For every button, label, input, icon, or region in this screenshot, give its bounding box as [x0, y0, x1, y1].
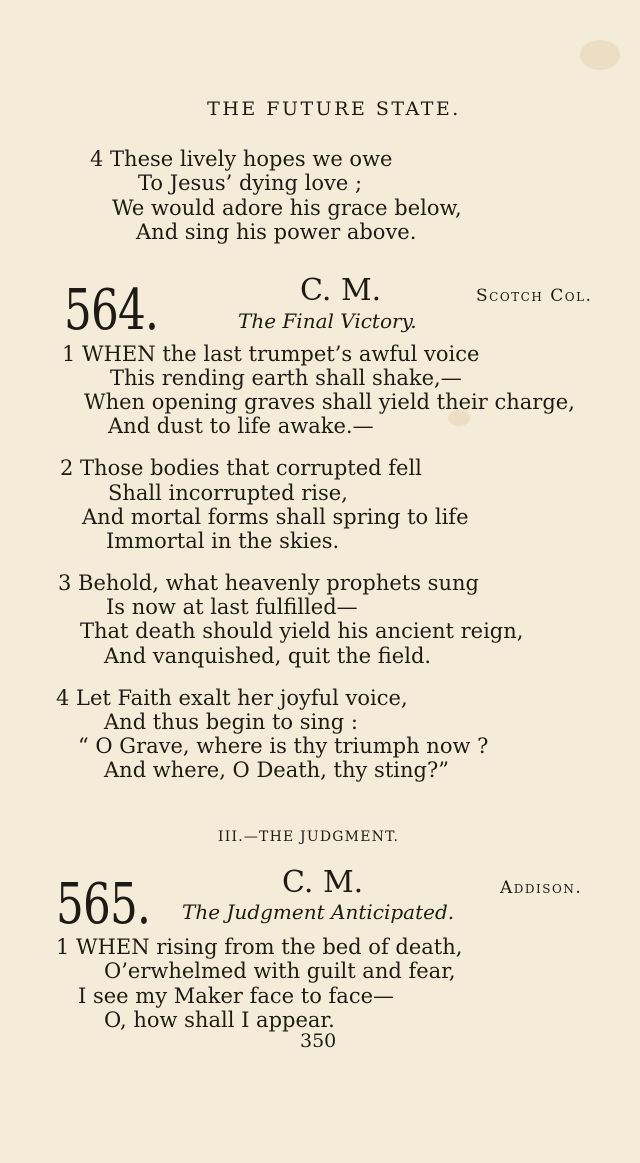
page-number: 350	[300, 1030, 337, 1052]
hymn-564-s4-line-2: And thus begin to sing :	[104, 710, 358, 734]
hymn-564-s4-line-3: “ O Grave, where is thy triumph now ?	[78, 734, 489, 758]
hymn-564-s2-line-2: Shall incorrupted rise,	[108, 481, 348, 505]
section-heading: III.—THE JUDGMENT.	[218, 829, 400, 845]
continuation-line-2: To Jesus’ dying love ;	[138, 171, 363, 195]
hymn-565-composer: Addison.	[500, 878, 583, 898]
hymn-564-s1-line-2: This rending earth shall shake,—	[110, 366, 462, 390]
running-head: THE FUTURE STATE.	[207, 98, 461, 120]
hymn-564-s4-line-4: And where, O Death, thy sting?”	[104, 758, 449, 782]
hymn-564-composer: Scotch Col.	[476, 286, 593, 306]
hymn-564-s4-line-1: 4 Let Faith exalt her joyful voice,	[56, 686, 408, 710]
hymn-564-s2-line-4: Immortal in the skies.	[106, 529, 340, 553]
hymn-565-subtitle: The Judgment Anticipated.	[182, 900, 455, 924]
hymn-564-s1-line-1: 1 WHEN the last trumpet’s awful voice	[62, 342, 480, 366]
continuation-line-3: We would adore his grace below,	[112, 196, 462, 220]
hymn-564-subtitle: The Final Victory.	[238, 309, 417, 333]
hymn-564-s1-line-3: When opening graves shall yield their charge,	[84, 390, 575, 414]
hymn-564-s1-line-4: And dust to life awake.—	[108, 414, 374, 438]
hymn-565-s1-line-3: I see my Maker face to face—	[78, 984, 395, 1008]
continuation-line-4: And sing his power above.	[136, 220, 417, 244]
hymn-564-s3-line-4: And vanquished, quit the field.	[104, 644, 432, 668]
hymn-564-s3-line-1: 3 Behold, what heavenly prophets sung	[58, 571, 479, 595]
hymn-564-s3-line-3: That death should yield his ancient reign,	[80, 619, 524, 643]
hymn-564-meter: C. M.	[300, 273, 382, 308]
hymn-564-s2-line-1: 2 Those bodies that corrupted fell	[60, 456, 422, 480]
hymn-565-meter: C. M.	[282, 865, 364, 900]
hymn-565-s1-line-4: O, how shall I appear.	[104, 1008, 335, 1032]
hymn-564-number: 564.	[64, 278, 159, 343]
hymn-565-s1-line-2: O’erwhelmed with guilt and fear,	[104, 959, 456, 983]
hymn-564-s3-line-2: Is now at last fulfilled—	[106, 595, 358, 619]
hymn-565-s1-line-1: 1 WHEN rising from the bed of death,	[56, 935, 463, 959]
continuation-line-1: 4 These lively hopes we owe	[90, 147, 393, 171]
hymn-565-number: 565.	[56, 872, 151, 937]
hymn-564-s2-line-3: And mortal forms shall spring to life	[82, 505, 469, 529]
